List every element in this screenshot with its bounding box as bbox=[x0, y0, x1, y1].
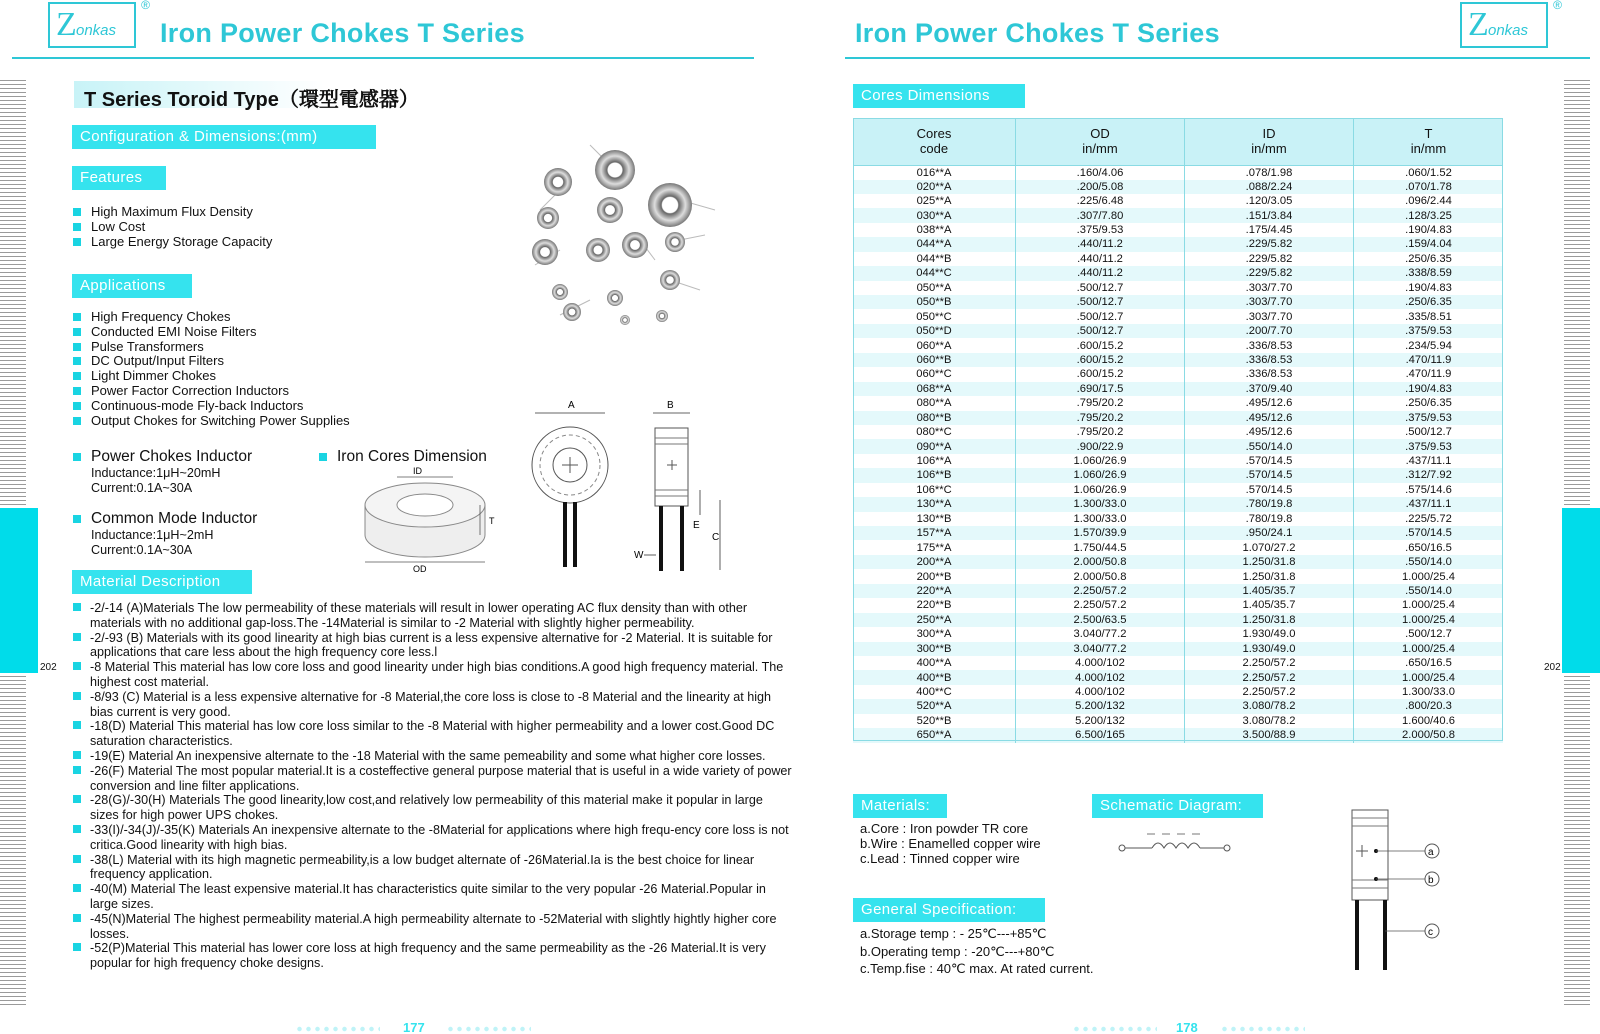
table-cell: 044**A bbox=[853, 237, 1016, 251]
table-cell: .307/7.80 bbox=[1016, 208, 1185, 222]
header-line: in/mm bbox=[1410, 141, 1447, 157]
table-cell: 1.070/27.2 bbox=[1185, 540, 1354, 554]
table-cell: .229/5.82 bbox=[1185, 266, 1354, 280]
application-item: High Frequency Chokes bbox=[73, 310, 350, 325]
tab-configuration: Configuration & Dimensions:(mm) bbox=[72, 125, 376, 149]
table-cell: .440/11.2 bbox=[1016, 266, 1185, 280]
general-spec-line: c.Temp.fise : 40℃ max. At rated current. bbox=[860, 961, 1094, 976]
table-cell: 4.000/102 bbox=[1016, 656, 1185, 670]
table-cell: 300**A bbox=[853, 627, 1016, 641]
table-cell: .500/12.7 bbox=[1016, 324, 1185, 338]
table-cell: .375/9.53 bbox=[1016, 223, 1185, 237]
table-cell: .600/15.2 bbox=[1016, 338, 1185, 352]
table-cell: .795/20.2 bbox=[1016, 411, 1185, 425]
table-cell: 4.000/102 bbox=[1016, 670, 1185, 684]
table-cell: 1.000/25.4 bbox=[1354, 642, 1504, 656]
table-cell: .303/7.70 bbox=[1185, 295, 1354, 309]
application-item: Pulse Transformers bbox=[73, 340, 350, 355]
tab-applications: Applications bbox=[72, 274, 192, 298]
table-cell: .190/4.83 bbox=[1405, 281, 1452, 294]
table-cell: 080**B bbox=[853, 411, 1016, 425]
table-cell: .200/5.08 bbox=[1016, 180, 1185, 194]
material-item: -2/-93 (B) Materials with its good linearity at high bias current is a less expensive alternative for -2 Material. It is suitable for applications that care less about the high frequency core less.l bbox=[73, 631, 793, 661]
logo-right bbox=[1460, 0, 1562, 48]
table-cell: .335/8.51 bbox=[1405, 310, 1452, 323]
footer-dots-right-b bbox=[1220, 1026, 1305, 1032]
table-cell: 400**B bbox=[853, 670, 1016, 684]
table-cell: .550/14.0 bbox=[1354, 584, 1504, 598]
table-cell: 1.405/35.7 bbox=[1185, 584, 1354, 598]
table-cell: 2.000/50.8 bbox=[1354, 728, 1504, 742]
table-cell: .800/20.3 bbox=[1354, 699, 1504, 713]
material-item: -38(L) Material with its high magnetic permeability,is a low budget alternate of -26Material.Ia is the best choice for linear frequency application. bbox=[73, 853, 793, 883]
table-cell: .338/8.59 bbox=[1354, 266, 1504, 280]
table-cell: 2.250/57.2 bbox=[1185, 685, 1354, 699]
table-cell: .500/12.7 bbox=[1405, 628, 1452, 641]
table-cell: 1.250/31.8 bbox=[1185, 555, 1354, 569]
table-cell: .570/14.5 bbox=[1185, 483, 1354, 497]
table-cell: 1.060/26.9 bbox=[1016, 468, 1185, 482]
table-cell: 038**A bbox=[853, 223, 1016, 237]
footer-dots-right-a bbox=[1072, 1026, 1157, 1032]
header-line: in/mm bbox=[1082, 141, 1118, 157]
header-line: T bbox=[1424, 126, 1433, 142]
iron-cores-block bbox=[319, 448, 487, 466]
header-line: code bbox=[919, 141, 949, 157]
footer-dots-left-a bbox=[295, 1026, 380, 1032]
table-cell: 1.930/49.0 bbox=[1185, 627, 1354, 641]
table-cell: .470/11.9 bbox=[1405, 368, 1452, 381]
table-cell: .159/4.04 bbox=[1354, 237, 1504, 251]
table-cell: 250**A bbox=[853, 613, 1016, 627]
table-cell: 080**C bbox=[853, 425, 1016, 439]
table-cell: 130**A bbox=[853, 497, 1016, 511]
table-cell: 3.500/88.9 bbox=[1185, 728, 1354, 742]
table-cell: .250/6.35 bbox=[1354, 295, 1504, 309]
dim-a-label: A bbox=[568, 400, 575, 411]
table-cell: .336/8.53 bbox=[1185, 338, 1354, 352]
table-cell: 300**B bbox=[853, 642, 1016, 656]
general-spec-line: b.Operating temp : -20℃---+80℃ bbox=[860, 943, 1055, 959]
logo-mark: Z bbox=[56, 6, 77, 43]
table-cell: 2.000/50.8 bbox=[1016, 569, 1185, 583]
common-inductance: Inductance:1μH~2mH bbox=[91, 528, 214, 542]
material-item: -18(D) Material This material has low core loss similar to the -8 Material with higher permeability and a lower cost.Good DC saturation characteristics. bbox=[73, 719, 793, 749]
table-cell: .190/4.83 bbox=[1354, 382, 1504, 396]
dim-e-label: E bbox=[693, 520, 700, 531]
material-item: -28(G)/-30(H) Materials The good linearity,low cost,and relatively low permeability of this material make it popular in large sizes for high power UPS chokes. bbox=[73, 793, 793, 823]
table-cell: .370/9.40 bbox=[1185, 382, 1354, 396]
label-c: c bbox=[1428, 927, 1433, 938]
application-item: Light Dimmer Chokes bbox=[73, 369, 350, 384]
table-cell: .437/11.1 bbox=[1405, 455, 1452, 468]
table-cell: 400**A bbox=[853, 656, 1016, 670]
header-rule-left bbox=[12, 57, 754, 59]
table-cell: .570/14.5 bbox=[1354, 526, 1504, 540]
table-cell: 060**B bbox=[853, 353, 1016, 367]
table-cell: .088/2.24 bbox=[1185, 180, 1354, 194]
general-spec-line: a.Storage temp : - 25℃---+85℃ bbox=[860, 926, 1047, 941]
table-cell: .070/1.78 bbox=[1354, 180, 1504, 194]
tab-general-specification: General Specification: bbox=[853, 898, 1045, 922]
table-cell: 1.750/44.5 bbox=[1016, 540, 1185, 554]
table-cell: 106**C bbox=[853, 483, 1016, 497]
table-cell: 175**A bbox=[853, 540, 1016, 554]
table-cell: 1.405/35.7 bbox=[1185, 598, 1354, 612]
tab-schematic-diagram: Schematic Diagram: bbox=[1092, 794, 1263, 818]
table-cell: .151/3.84 bbox=[1185, 208, 1354, 222]
material-item: -8/93 (C) Material is a less expensive alternative for -8 Material,the core loss is close to -8 Material and the linearity at high bias current is very good. bbox=[73, 690, 793, 720]
section-heading: T Series Toroid Type（環型電感器） bbox=[84, 89, 419, 111]
material-item: -26(F) Material The most popular material.It is a costeffective general purpose material that is useful in a wide variety of power conversion and line filter applications. bbox=[73, 764, 793, 794]
table-cell: .234/5.94 bbox=[1405, 339, 1452, 352]
table-cell: 016**A bbox=[853, 165, 1016, 180]
page-number-left: 177 bbox=[403, 1020, 425, 1034]
table-cell: 020**A bbox=[853, 180, 1016, 194]
table-cell: 130**B bbox=[853, 512, 1016, 526]
table-cell: 1.300/33.0 bbox=[1016, 512, 1185, 526]
table-cell: 050**C bbox=[853, 309, 1016, 323]
power-chokes-block bbox=[73, 448, 252, 496]
table-cell: .600/15.2 bbox=[1016, 367, 1185, 381]
application-item: Conducted EMI Noise Filters bbox=[73, 325, 350, 340]
table-cell: 030**A bbox=[853, 208, 1016, 222]
table-cell: .175/4.45 bbox=[1185, 223, 1354, 237]
logo-registered: ® bbox=[141, 0, 150, 12]
header-rule-right bbox=[845, 57, 1590, 59]
table-cell: 1.300/33.0 bbox=[1402, 686, 1455, 699]
table-cell: 2.250/57.2 bbox=[1016, 584, 1185, 598]
application-item: DC Output/Input Filters bbox=[73, 354, 350, 369]
dim-t-label: T bbox=[489, 516, 495, 526]
table-cell: .500/12.7 bbox=[1016, 309, 1185, 323]
table-cell: 060**A bbox=[853, 338, 1016, 352]
common-current: Current:0.1A~30A bbox=[91, 542, 193, 557]
page-title-right: Iron Power Chokes T Series bbox=[855, 18, 1220, 48]
table-cell: 1.250/31.8 bbox=[1185, 569, 1354, 583]
table-cell: .780/19.8 bbox=[1185, 497, 1354, 511]
table-cell: .440/11.2 bbox=[1016, 252, 1185, 266]
side-page-no-left: 202 bbox=[40, 662, 57, 673]
table-cell: 106**A bbox=[853, 454, 1016, 468]
table-cell: 2.500/63.5 bbox=[1016, 613, 1185, 627]
component-side-diagram bbox=[1340, 806, 1450, 976]
table-cell: .303/7.70 bbox=[1185, 309, 1354, 323]
page-number-right: 178 bbox=[1176, 1020, 1198, 1034]
table-cell: .570/14.5 bbox=[1185, 468, 1354, 482]
header-line: ID bbox=[1262, 126, 1276, 142]
table-cell: 6.500/165 bbox=[1016, 728, 1185, 742]
material-item: -33(I)/-34(J)/-35(K) Materials An inexpensive alternate to the -8Material for applications where high frequ-ency core loss is not critica.Good linearity with high bias. bbox=[73, 823, 793, 853]
header-line: in/mm bbox=[1251, 141, 1287, 157]
table-cell: 220**B bbox=[853, 598, 1016, 612]
table-cell: .128/3.25 bbox=[1354, 208, 1504, 222]
table-cell: 2.250/57.2 bbox=[1016, 598, 1185, 612]
table-cell: 1.930/49.0 bbox=[1185, 642, 1354, 656]
table-cell: .780/19.8 bbox=[1185, 512, 1354, 526]
choke-dimension-diagram bbox=[530, 400, 740, 585]
table-cell: 1.000/25.4 bbox=[1402, 599, 1455, 612]
table-cell: .336/8.53 bbox=[1185, 367, 1354, 381]
header-line: Cores bbox=[916, 126, 952, 142]
table-cell: .500/12.7 bbox=[1016, 281, 1185, 295]
table-cell: .060/1.52 bbox=[1405, 166, 1452, 179]
header-line: OD bbox=[1090, 126, 1110, 142]
table-cell: 068**A bbox=[853, 382, 1016, 396]
table-cell: 025**A bbox=[853, 194, 1016, 208]
side-tab-left bbox=[0, 508, 38, 673]
table-cell: 650**A bbox=[853, 728, 1016, 742]
logo-mark-right: Z bbox=[1468, 6, 1489, 43]
feature-item: High Maximum Flux Density bbox=[73, 205, 272, 220]
materials-list bbox=[860, 822, 1041, 866]
table-cell: 1.060/26.9 bbox=[1016, 454, 1185, 468]
table-cell: 3.040/77.2 bbox=[1016, 642, 1185, 656]
table-cell: 090**A bbox=[853, 439, 1016, 453]
tab-materials: Materials: bbox=[853, 794, 947, 818]
table-cell: .500/12.7 bbox=[1016, 295, 1185, 309]
general-specification-list bbox=[860, 925, 1094, 978]
material-item: -8 Material This material has low core loss and good linearity under high bias conditions.A good high frequency material. The highest cost material. bbox=[73, 660, 793, 690]
tab-material-description: Material Description bbox=[72, 570, 252, 594]
feature-item: Large Energy Storage Capacity bbox=[73, 235, 272, 250]
table-cell: 2.000/50.8 bbox=[1016, 555, 1185, 569]
table-cell: 1.000/25.4 bbox=[1402, 570, 1455, 583]
dim-od-label: OD bbox=[413, 564, 427, 574]
table-cell: .375/9.53 bbox=[1354, 411, 1504, 425]
table-cell: .200/7.70 bbox=[1185, 324, 1354, 338]
table-cell: .575/14.6 bbox=[1405, 483, 1452, 496]
table-cell: 060**C bbox=[853, 367, 1016, 381]
schematic-inductor-symbol bbox=[1117, 826, 1232, 866]
table-cell: .250/6.35 bbox=[1405, 397, 1452, 410]
power-chokes-title: Power Chokes Inductor bbox=[73, 448, 252, 466]
table-cell: 1.250/31.8 bbox=[1185, 613, 1354, 627]
logo-text: onkas bbox=[76, 22, 117, 39]
table-cell: .495/12.6 bbox=[1185, 411, 1354, 425]
table-cell: .900/22.9 bbox=[1016, 439, 1185, 453]
application-item: Continuous-mode Fly-back Inductors bbox=[73, 399, 350, 414]
table-cell: 4.000/102 bbox=[1016, 685, 1185, 699]
table-cell: 050**A bbox=[853, 281, 1016, 295]
table-cell: .160/4.06 bbox=[1016, 165, 1185, 180]
table-cell: .440/11.2 bbox=[1016, 237, 1185, 251]
footer-dots-left-b bbox=[446, 1026, 531, 1032]
table-cell: .078/1.98 bbox=[1185, 165, 1354, 180]
material-spec-line: c.Lead : Tinned copper wire bbox=[860, 850, 1020, 866]
table-cell: .375/9.53 bbox=[1354, 439, 1504, 453]
table-cell: .225/6.48 bbox=[1016, 194, 1185, 208]
table-cell: 520**A bbox=[853, 699, 1016, 713]
table-cell: 1.300/33.0 bbox=[1016, 497, 1185, 511]
table-cell: .495/12.6 bbox=[1185, 425, 1354, 439]
table-cell: 5.200/132 bbox=[1016, 699, 1185, 713]
features-list bbox=[73, 205, 272, 249]
material-spec-line: a.Core : Iron powder TR core bbox=[860, 821, 1029, 836]
table-cell: 050**D bbox=[853, 324, 1016, 338]
table-cell: 520**B bbox=[853, 714, 1016, 728]
application-item: Power Factor Correction Inductors bbox=[73, 384, 350, 399]
dim-b-label: B bbox=[667, 400, 674, 411]
table-cell: 1.000/25.4 bbox=[1354, 613, 1504, 627]
logo-registered-right: ® bbox=[1553, 0, 1562, 12]
side-tab-right bbox=[1562, 508, 1600, 673]
table-cell: .250/6.35 bbox=[1405, 252, 1452, 265]
table-cell: .550/14.0 bbox=[1185, 439, 1354, 453]
table-cell: 044**B bbox=[853, 252, 1016, 266]
table-cell: 200**B bbox=[853, 569, 1016, 583]
material-spec-line: b.Wire : Enamelled copper wire bbox=[860, 835, 1041, 851]
table-cell: 050**B bbox=[853, 295, 1016, 309]
dim-c-label: C bbox=[712, 532, 720, 543]
table-cell: 1.000/25.4 bbox=[1354, 670, 1504, 684]
table-cell: .650/16.5 bbox=[1405, 657, 1452, 670]
table-cell: 3.080/78.2 bbox=[1185, 699, 1354, 713]
table-cell: .229/5.82 bbox=[1185, 252, 1354, 266]
table-cell: .495/12.6 bbox=[1185, 396, 1354, 410]
material-item: -2/-14 (A)Materials The low permeability of these materials will result in lower operating AC flux density than with other materials with no additional gap-loss.The -14Material is similar to -2 Material with slightly higher permeability. bbox=[73, 601, 793, 631]
table-cell: 2.250/57.2 bbox=[1185, 656, 1354, 670]
label-a: a bbox=[1428, 847, 1434, 858]
iron-core-diagram bbox=[355, 465, 505, 575]
table-cell: 080**A bbox=[853, 396, 1016, 410]
material-item: -45(N)Material The highest permeability material.A high permeability alternate to -52Material with slightly hightly higher core losses. bbox=[73, 912, 793, 942]
table-border bbox=[853, 118, 1503, 741]
table-cell: .950/24.1 bbox=[1185, 526, 1354, 540]
table-cell: 3.040/77.2 bbox=[1016, 627, 1185, 641]
table-cell: 5.200/132 bbox=[1016, 714, 1185, 728]
table-cell: 220**A bbox=[853, 584, 1016, 598]
toroid-photos-image bbox=[530, 140, 730, 350]
table-cell: .336/8.53 bbox=[1185, 353, 1354, 367]
table-cell: .437/11.1 bbox=[1354, 497, 1504, 511]
table-cell: 044**C bbox=[853, 266, 1016, 280]
page-title-left: Iron Power Chokes T Series bbox=[160, 18, 525, 48]
table-cell: .550/14.0 bbox=[1354, 555, 1504, 569]
table-cell: .096/2.44 bbox=[1405, 195, 1452, 208]
common-mode-block bbox=[73, 510, 257, 558]
table-cell: 106**B bbox=[853, 468, 1016, 482]
table-cell: .795/20.2 bbox=[1016, 396, 1185, 410]
table-cell: .303/7.70 bbox=[1185, 281, 1354, 295]
table-cell: 3.080/78.2 bbox=[1185, 714, 1354, 728]
logo-left bbox=[48, 0, 150, 48]
table-cell: 400**C bbox=[853, 685, 1016, 699]
table-cell: 1.060/26.9 bbox=[1016, 483, 1185, 497]
table-cell: .120/3.05 bbox=[1185, 194, 1354, 208]
table-cell: .225/5.72 bbox=[1405, 512, 1452, 525]
table-cell: 2.250/57.2 bbox=[1185, 670, 1354, 684]
table-cell: .570/14.5 bbox=[1185, 454, 1354, 468]
power-current: Current:0.1A~30A bbox=[91, 480, 193, 495]
side-page-no-right: 202 bbox=[1544, 662, 1561, 673]
application-item: Output Chokes for Switching Power Supplies bbox=[73, 414, 350, 429]
table-cell: .600/15.2 bbox=[1016, 353, 1185, 367]
label-b: b bbox=[1428, 875, 1434, 886]
table-cell: 157**A bbox=[853, 526, 1016, 540]
power-inductance: Inductance:1μH~20mH bbox=[91, 466, 221, 480]
table-cell: .650/16.5 bbox=[1405, 541, 1452, 554]
common-mode-title: Common Mode Inductor bbox=[73, 510, 257, 528]
applications-list bbox=[73, 310, 350, 428]
table-cell: 200**A bbox=[853, 555, 1016, 569]
dim-id-label: ID bbox=[413, 466, 422, 476]
table-cell: .190/4.83 bbox=[1405, 224, 1452, 237]
tab-cores-dimensions: Cores Dimensions bbox=[853, 84, 1025, 108]
table-cell: 1.600/40.6 bbox=[1402, 714, 1455, 727]
table-cell: .470/11.9 bbox=[1354, 353, 1504, 367]
dim-w-label: W bbox=[634, 550, 644, 561]
table-cell: .795/20.2 bbox=[1016, 425, 1185, 439]
material-item: -52(P)Material This material has lower core loss at high frequency and the same permeability as the -26 Material.It is very popular for high frequency choke designs. bbox=[73, 941, 793, 971]
table-cell: .500/12.7 bbox=[1405, 426, 1452, 439]
material-description-list bbox=[73, 601, 793, 971]
logo-text-right: onkas bbox=[1488, 22, 1529, 39]
table-cell: .312/7.92 bbox=[1354, 468, 1504, 482]
table-cell: .375/9.53 bbox=[1354, 324, 1504, 338]
table-cell: .229/5.82 bbox=[1185, 237, 1354, 251]
tab-features: Features bbox=[72, 166, 166, 190]
table-cell: .690/17.5 bbox=[1016, 382, 1185, 396]
table-cell: 1.570/39.9 bbox=[1016, 526, 1185, 540]
feature-item: Low Cost bbox=[73, 220, 272, 235]
material-item: -19(E) Material An inexpensive alternate to the -18 Material with the same pemeability and some what higher core losses. bbox=[73, 749, 793, 764]
material-item: -40(M) Material The least expensive material.It has characteristics quite similar to the very popular -26 Material.Popular in large sizes. bbox=[73, 882, 793, 912]
iron-cores-title: Iron Cores Dimension bbox=[319, 448, 487, 466]
